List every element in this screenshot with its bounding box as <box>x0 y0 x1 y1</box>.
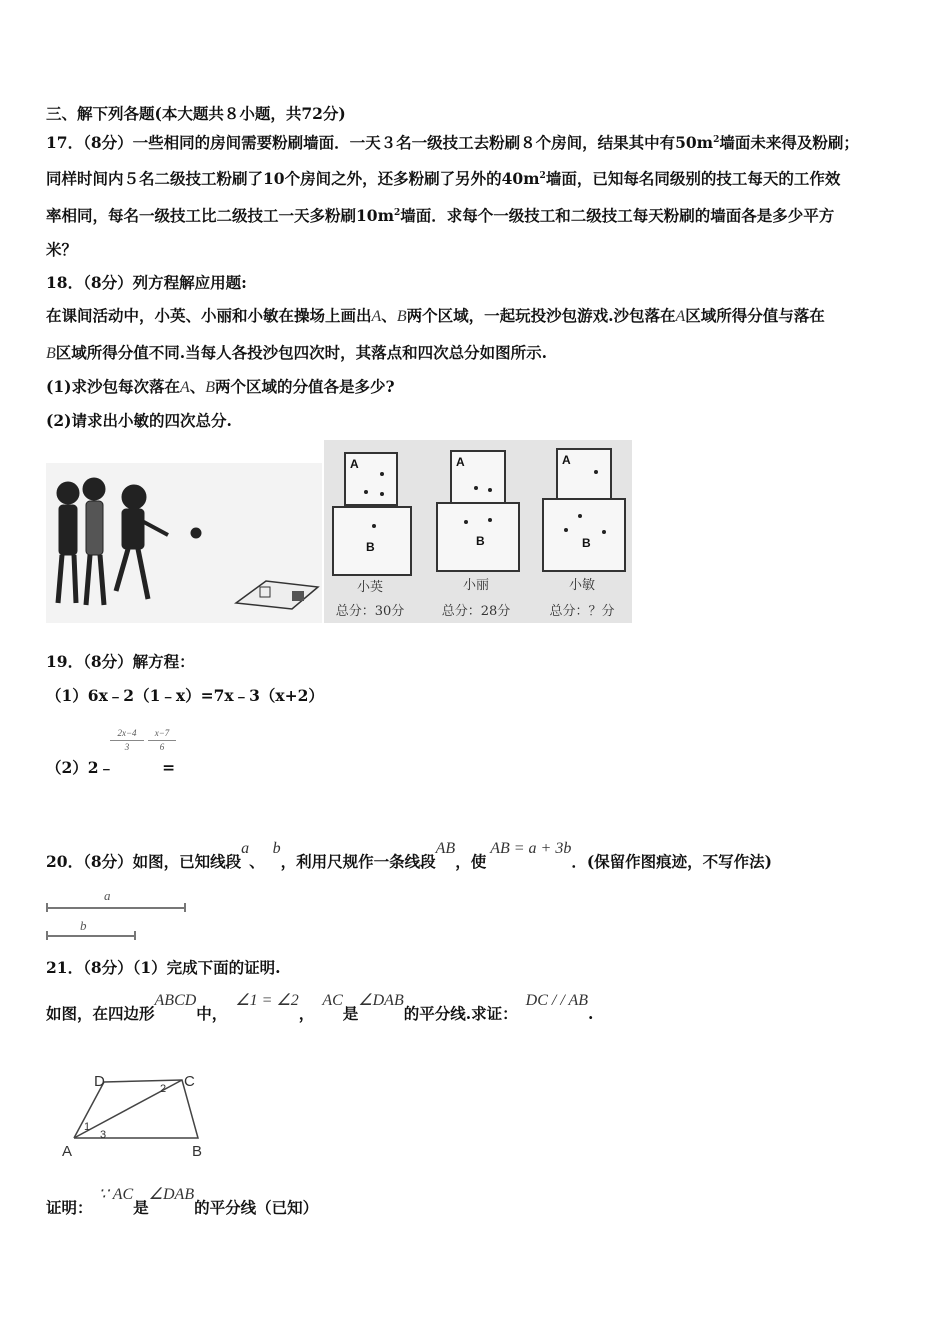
q19-title: 19．（8分）解方程： <box>46 652 195 671</box>
q18-title: 18．（8分）列方程解应用题: <box>46 273 247 292</box>
label-b: B <box>192 1143 203 1160</box>
player-name-1: 小英 <box>356 580 383 595</box>
player-score-3: 总分：？分 <box>549 604 615 619</box>
q17-line4: 米？ <box>46 240 78 259</box>
player-name-3: 小敏 <box>568 578 595 593</box>
angle-3-label: 3 <box>100 1129 107 1141</box>
q18-line1: 在课间活动中，小英、小丽和小敏在操场上画出A、B两个区域，一起玩投沙包游戏.沙包落在A区域所得分值与落在 <box>46 306 825 325</box>
children-throwing-picture <box>46 463 322 623</box>
player-score-2: 总分：28分 <box>441 604 511 619</box>
q18-sub2: (2)请求出小敏的四次总分. <box>46 411 232 430</box>
segments-diagram <box>44 886 194 946</box>
scoring-figure <box>324 440 632 623</box>
section-heading: 三、解下列各题(本大题共８小题，共72分) <box>46 104 346 123</box>
angle-2-label: 2 <box>160 1083 167 1095</box>
player-name-2: 小丽 <box>462 578 489 593</box>
q17-line1: 17．（8分）一些相同的房间需要粉刷墙面．一天３名一级技工去粉刷８个房间，结果其中有$50m^2$墙面未来得及粉刷； <box>46 133 859 152</box>
box-b-label: B <box>582 536 591 550</box>
label-a: A <box>62 1143 73 1160</box>
q19-fraction-2: $\frac{x-7}{6}$ <box>148 728 176 752</box>
box-b-label: B <box>366 540 375 554</box>
q19-eq1: （1）6x﹣2（1﹣x）=7x﹣3（x+2） <box>46 686 324 705</box>
angle-1-label: 1 <box>84 1121 91 1133</box>
box-a-label: A <box>456 455 465 469</box>
q17-line2: 同样时间内５名二级技工粉刷了10个房间之外，还多粉刷了另外的$40m^2$墙面，已知每名同级别的技工每天的工作效 <box>46 169 841 188</box>
xiaomin-box-b <box>542 498 626 572</box>
q19-fraction-1: $\frac{2x-4}{3}$ <box>110 728 144 752</box>
xiaoli-box-a <box>450 450 506 506</box>
box-a-label: A <box>350 457 359 471</box>
label-c: C <box>184 1073 195 1090</box>
q21-line: 如图，在四边形ABCD中，∠1 = ∠2，AC是∠DAB的平分线.求证：DC / / AB. <box>46 992 594 1023</box>
segment-b-label: b <box>80 918 87 933</box>
box-a-label: A <box>562 453 571 467</box>
q18-line2: B区域所得分值不同.当每人各投沙包四次时，其落点和四次总分如图所示. <box>46 343 548 362</box>
segment-a-label: a <box>104 888 111 903</box>
proof-line: 证明：∵ AC是∠DAB的平分线（已知） <box>46 1186 319 1217</box>
label-d: D <box>94 1073 105 1090</box>
xiaoli-box-b <box>436 502 520 572</box>
q18-sub1: (1)求沙包每次落在A、B两个区域的分值各是多少? <box>46 377 395 396</box>
xiaoying-box-a <box>344 452 398 506</box>
q20-line: 20．（8分）如图，已知线段a、b，利用尺规作一条线段AB，使AB = a + 3b．(保留作图痕迹，不写作法) <box>46 840 773 871</box>
xiaomin-box-a <box>556 448 612 504</box>
q17-line3: 率相同，每名一级技工比二级技工一天多粉刷$10m^2$墙面．求每个一级技工和二级技工每天粉刷的墙面各是多少平方 <box>46 206 835 225</box>
q19-eq2: （2）2﹣ = <box>46 758 176 777</box>
q21-title: 21．（8分）（1）完成下面的证明. <box>46 958 281 977</box>
player-score-1: 总分：30分 <box>335 604 405 619</box>
xiaoying-box-b <box>332 506 412 576</box>
box-b-label: B <box>476 534 485 548</box>
quadrilateral-diagram <box>58 1066 218 1166</box>
